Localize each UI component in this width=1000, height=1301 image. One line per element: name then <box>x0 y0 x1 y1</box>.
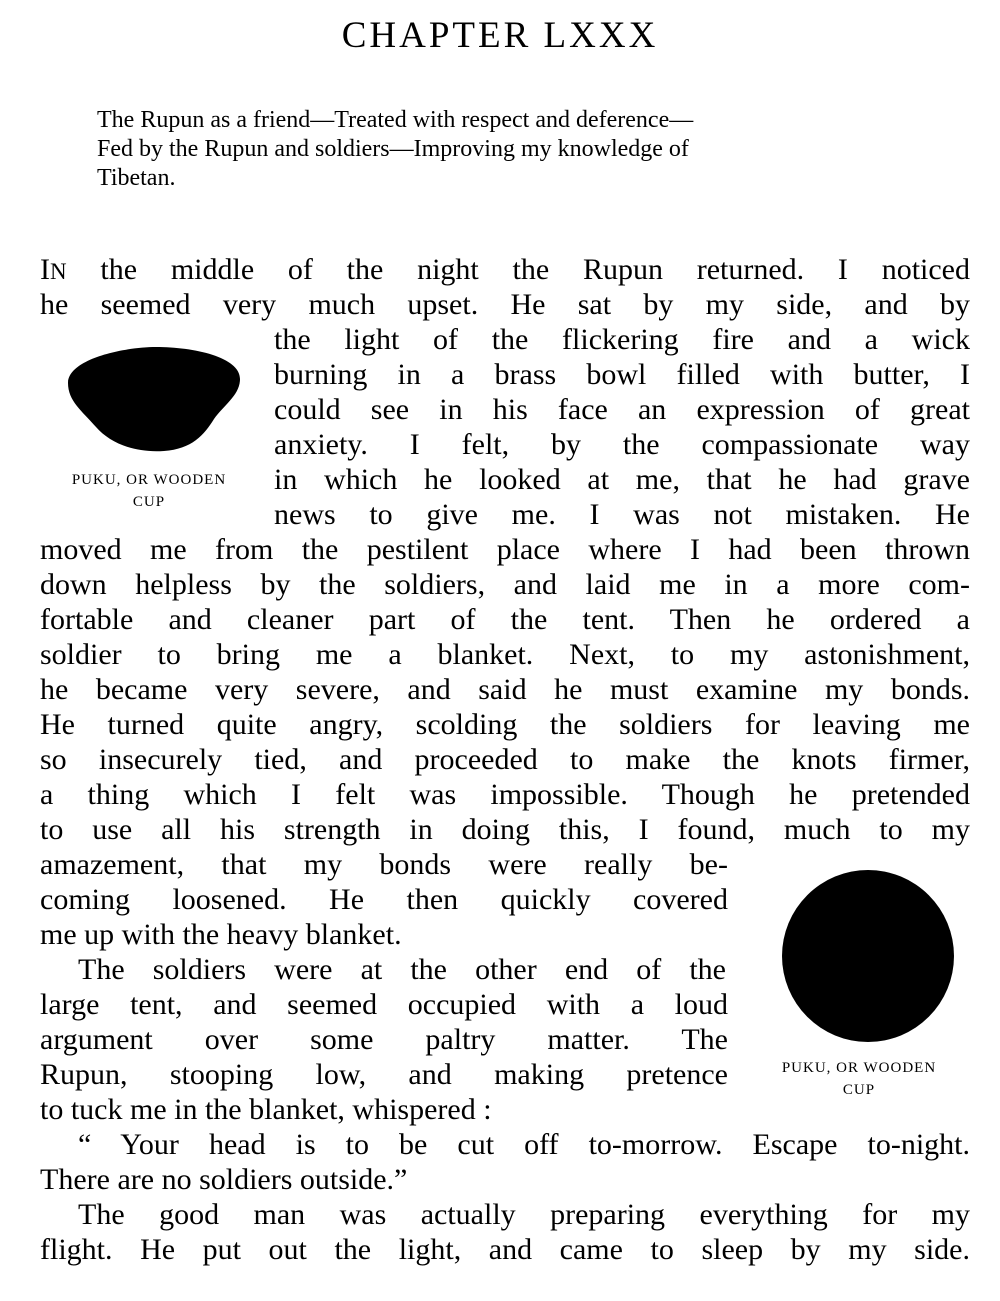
text-line: he became very severe, and said he must examine my bonds. <box>40 673 970 706</box>
text-line: argument over some paltry matter. The <box>40 1023 728 1056</box>
figure-caption <box>36 469 262 513</box>
text-line: burning in a brass bowl filled with butter, I <box>274 358 970 391</box>
round-cup-icon <box>780 868 956 1044</box>
text-line: Rupun, stooping low, and making pretence <box>40 1058 728 1091</box>
bowl-icon <box>64 343 244 453</box>
caption-line: CUP <box>842 1082 876 1098</box>
summary-line: Fed by the Rupun and soldiers—Improving my knowledge of <box>97 136 689 162</box>
text-line: flight. He put out the light, and came to sleep by my side. <box>40 1233 970 1266</box>
text-line: He turned quite angry, scolding the soldiers for leaving me <box>40 708 970 741</box>
text-line: The good man was actually preparing everything for my <box>78 1198 970 1231</box>
text-line: a thing which I felt was impossible. Though he pretended <box>40 778 970 811</box>
text-line: soldier to bring me a blanket. Next, to my astonishment, <box>40 638 970 671</box>
text-line: moved me from the pestilent place where I had been thrown <box>40 533 970 566</box>
text-line: amazement, that my bonds were really be- <box>40 848 728 881</box>
text-line: anxiety. I felt, by the compassionate way <box>274 428 970 461</box>
text-line: There are no soldiers outside.” <box>40 1163 408 1196</box>
small-cap-letter: N <box>50 259 67 284</box>
text-line: he seemed very much upset. He sat by my side, and by <box>40 288 970 321</box>
figure-wooden-cup <box>780 868 956 1044</box>
text-line: fortable and cleaner part of the tent. Then he ordered a <box>40 603 970 636</box>
chapter-summary <box>97 106 927 193</box>
drop-initial: I <box>40 253 50 286</box>
text-line: news to give me. I was not mistaken. He <box>274 498 970 531</box>
text-line: the light of the flickering fire and a wick <box>274 323 970 356</box>
text-line: to use all his strength in doing this, I found, much to my <box>40 813 970 846</box>
text-line: “ Your head is to be cut off to-morrow. Escape to-night. <box>78 1128 970 1161</box>
summary-line: Tibetan. <box>97 165 176 191</box>
summary-line: The Rupun as a friend—Treated with respect and deference— <box>97 107 694 133</box>
caption-line: CUP <box>132 494 166 510</box>
text-line: coming loosened. He then quickly covered <box>40 883 728 916</box>
text-line: down helpless by the soldiers, and laid me in a more com- <box>40 568 970 601</box>
text-line: could see in his face an expression of great <box>274 393 970 426</box>
figure-wooden-bowl <box>64 343 244 453</box>
text-line: to tuck me in the blanket, whispered : <box>40 1093 492 1126</box>
chapter-title: CHAPTER LXXX <box>341 15 659 56</box>
caption-line: PUKU, OR WOODEN <box>71 472 227 488</box>
figure-caption <box>748 1057 970 1101</box>
text-line: me up with the heavy blanket. <box>40 918 402 951</box>
text-line: so insecurely tied, and proceeded to make the knots firmer, <box>40 743 970 776</box>
caption-line: PUKU, OR WOODEN <box>781 1060 937 1076</box>
text-line: in which he looked at me, that he had grave <box>274 463 970 496</box>
text-line: large tent, and seemed occupied with a loud <box>40 988 728 1021</box>
text-line: The soldiers were at the other end of the <box>78 953 726 986</box>
text-line <box>40 253 970 287</box>
line-text: the middle of the night the Rupun returned. I noticed <box>66 253 970 286</box>
